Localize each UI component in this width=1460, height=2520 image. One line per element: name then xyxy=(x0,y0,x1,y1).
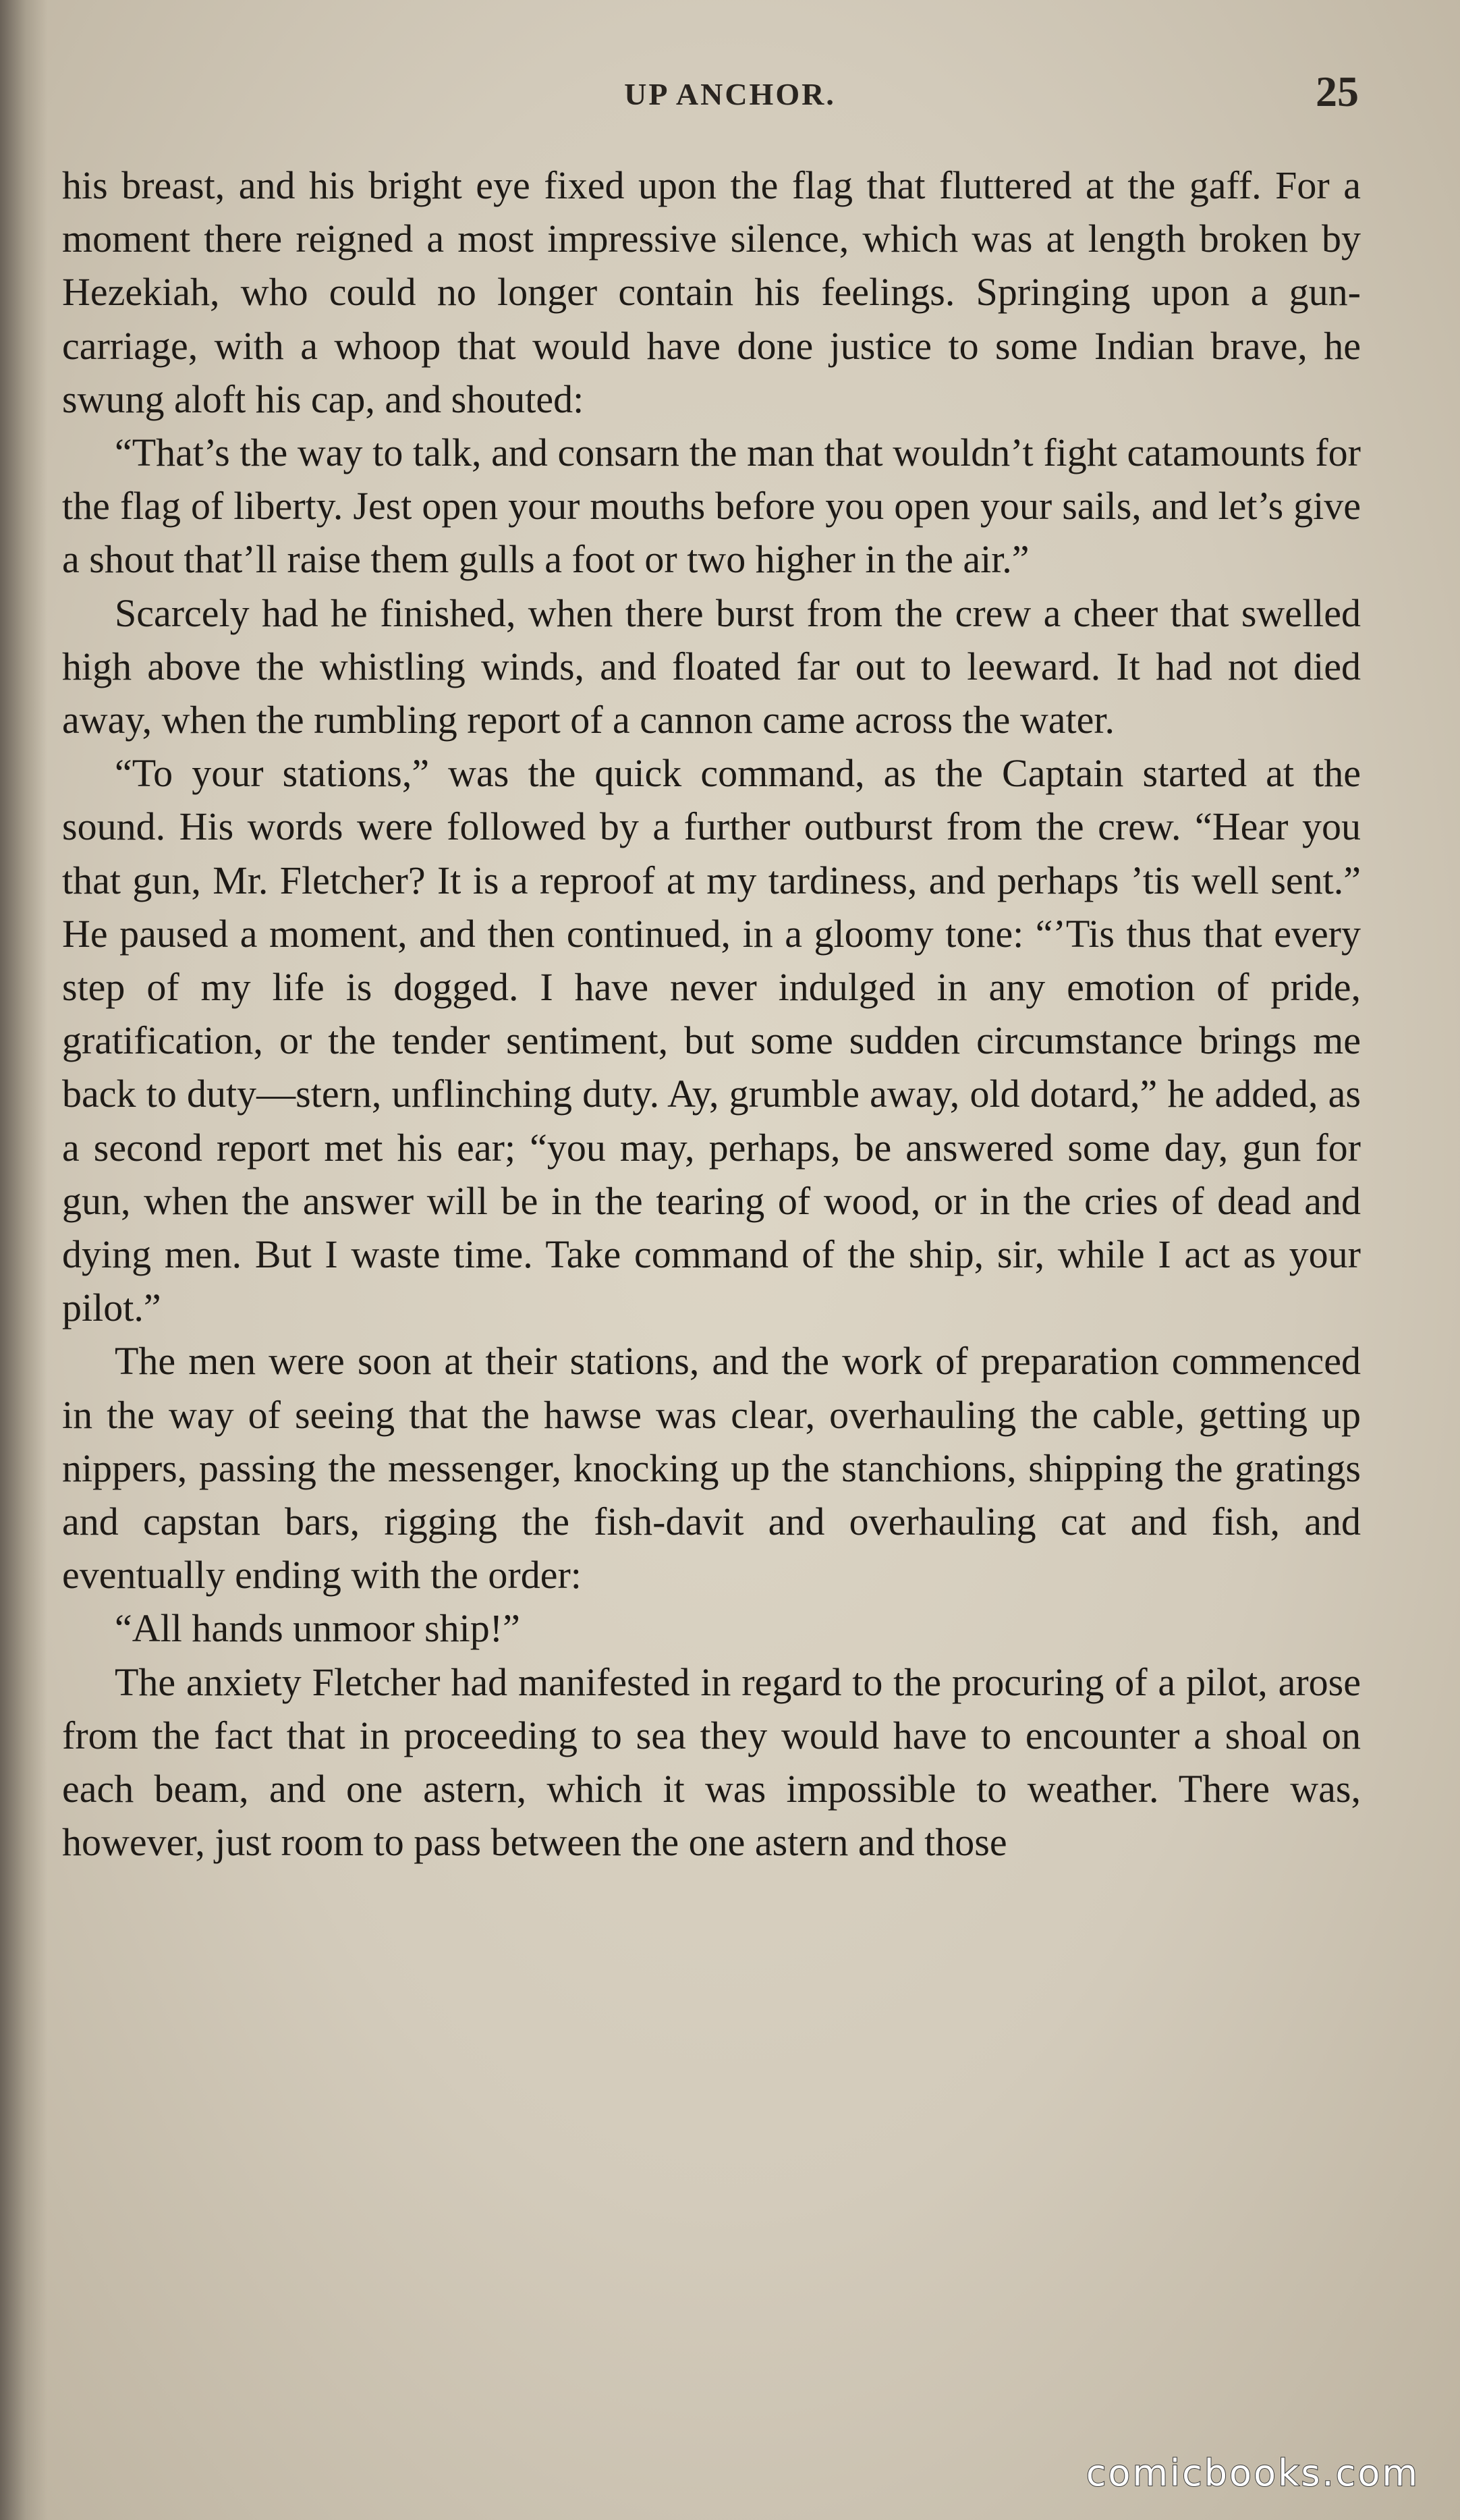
site-watermark: comicbooks.com xyxy=(1086,2452,1420,2494)
paragraph-2: “That’s the way to talk, and consarn the man that wouldn’t fight catamounts for the flag of liberty. Jest open your mouths before you open your sails, and let’s give a shout that’ll raise them gulls a foot or two higher in the air.” xyxy=(62,431,1361,582)
page-header xyxy=(0,64,1460,125)
paragraph-6: “All hands unmoor ship!” xyxy=(115,1606,520,1651)
body-text xyxy=(62,159,1361,1869)
paragraph-4: “To your stations,” was the quick command, as the Captain started at the sound. His words were followed by a further outburst from the crew. “Hear you that gun, Mr. Fletcher? It is a reproof at my tardiness, and perhaps ’tis well sent.” He paused a moment, and then continued, in a gloomy tone: “’Tis thus that every step of my life is dogged. I have never indulged in any emotion of pride, gratification, or the tender sentiment, but some sudden circumstance brings me back to duty—stern, unflinching duty. Ay, grumble away, old dotard,” he added, as a second report met his ear; “you may, perhaps, be answered some day, gun for gun, when the answer will be in the tearing of wood, or in the cries of dead and dying men. But I waste time. Take command of the ship, sir, while I act as your pilot.” xyxy=(62,751,1361,1330)
paragraph-3: Scarcely had he finished, when there burst from the crew a cheer that swelled high above the whistling winds, and floated far out to leeward. It had not died away, when the rumbling report of a cannon came across the water. xyxy=(62,591,1361,742)
paragraph-5: The men were soon at their stations, and the work of preparation commenced in the way of seeing that the hawse was clear, overhauling the cable, getting up nippers, passing the messenger, knocking up the stanchions, shipping the gratings and capstan bars, rigging the fish-davit and overhauling cat and fish, and eventually ending with the order: xyxy=(62,1339,1361,1597)
page-number: 25 xyxy=(1316,67,1359,115)
running-head: UP ANCHOR. xyxy=(624,77,836,111)
paragraph-1: his breast, and his bright eye fixed upon the flag that fluttered at the gaff. For a moment there reigned a most impressive silence, which was at length broken by Hezekiah, who could no longer contain his feelings. Springing upon a gun-carriage, with a whoop that would have done justice to some Indian brave, he swung aloft his cap, and shouted: xyxy=(62,163,1361,421)
paragraph-7: The anxiety Fletcher had manifested in regard to the procuring of a pilot, arose from the fact that in proceeding to sea they would have to encounter a shoal on each beam, and one astern, which it was impossible to weather. There was, however, just room to pass between the one astern and those xyxy=(62,1660,1361,1865)
page-gutter-shadow xyxy=(0,0,47,2520)
